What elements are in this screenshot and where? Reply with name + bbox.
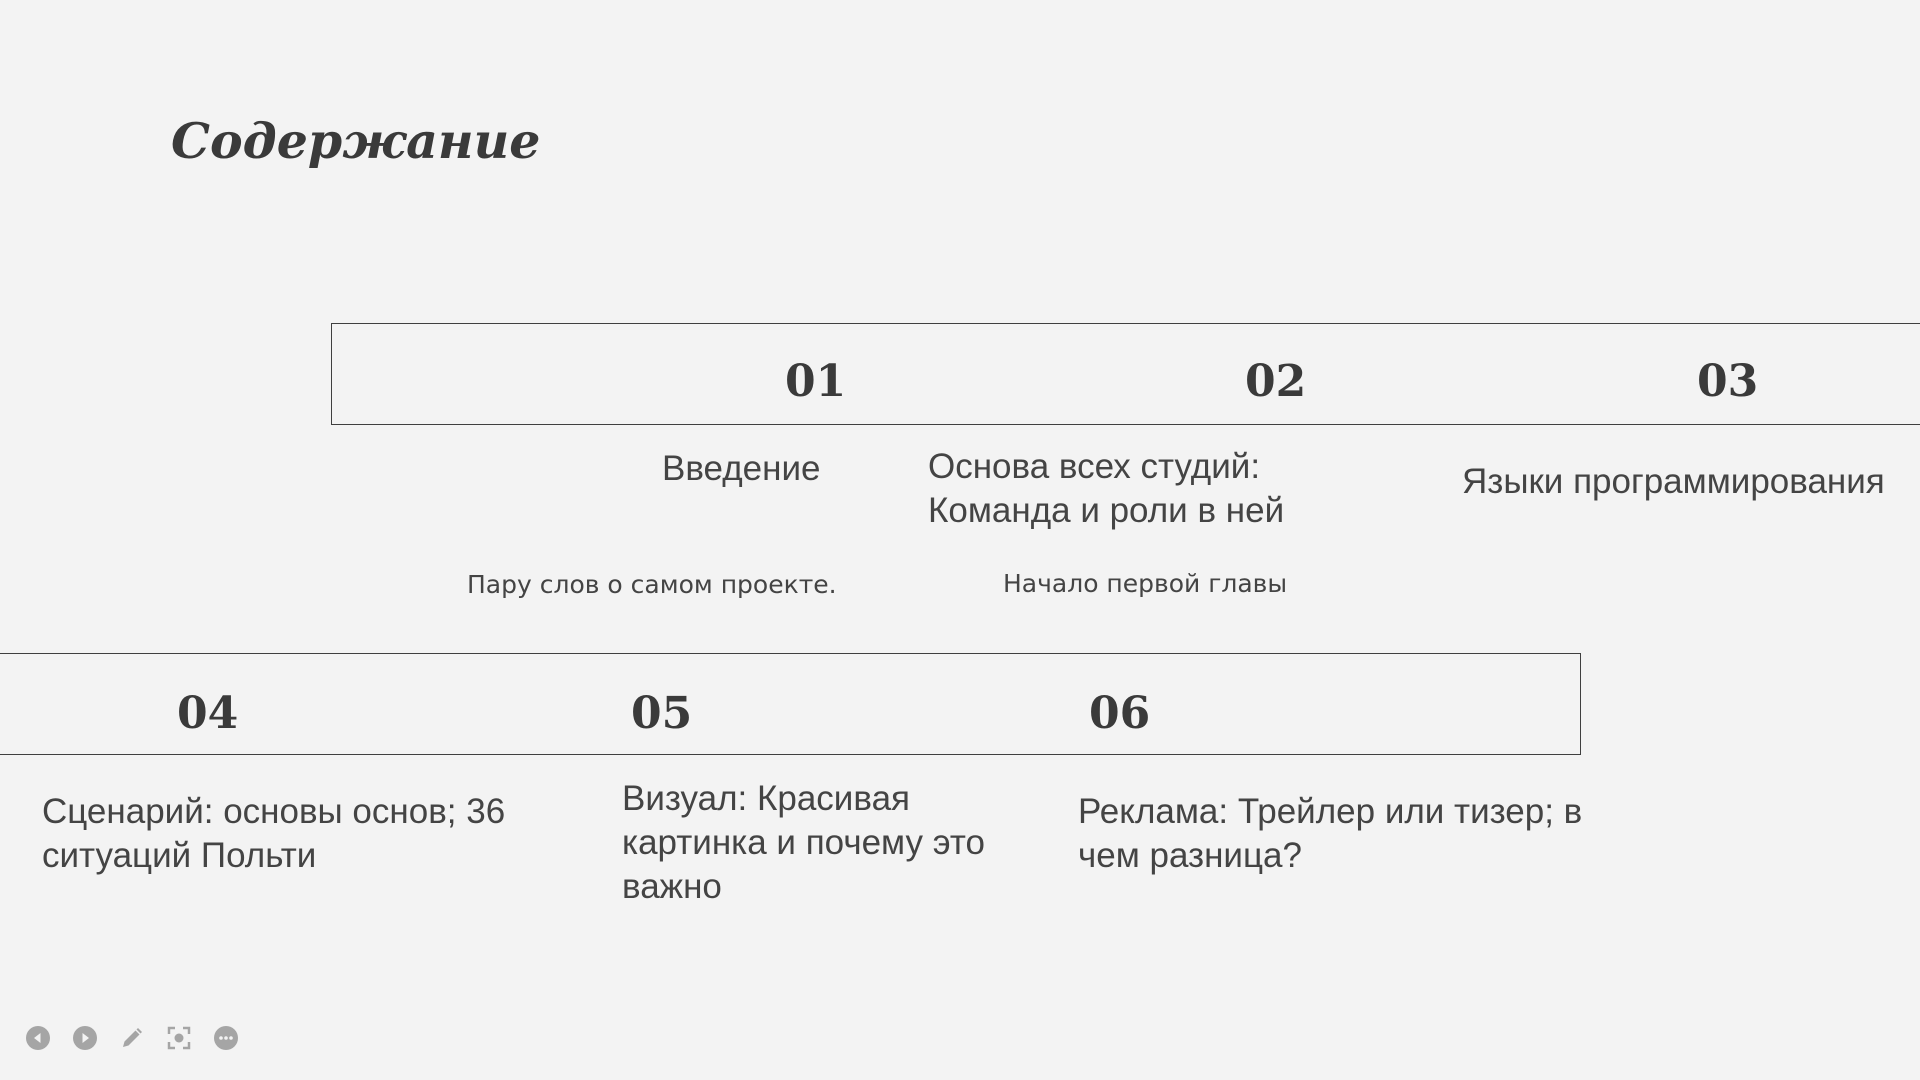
item-04-number: 04 xyxy=(177,688,239,739)
item-06-number: 06 xyxy=(1089,688,1151,739)
item-05-number: 05 xyxy=(631,688,693,739)
item-03-heading: Языки программирования xyxy=(1462,462,1885,501)
next-icon[interactable] xyxy=(73,1026,97,1050)
contents-band-top xyxy=(331,323,1920,425)
focus-icon[interactable] xyxy=(167,1026,191,1050)
more-icon[interactable] xyxy=(214,1026,238,1050)
item-03-number: 03 xyxy=(1697,356,1759,407)
previous-icon[interactable] xyxy=(26,1026,50,1050)
item-02-heading: Основа всех студий: Команда и роли в ней xyxy=(928,447,1285,530)
item-01-heading: Введение xyxy=(662,449,821,488)
item-05-heading: Визуал: Красивая картинка и почему это важно xyxy=(622,779,985,906)
slide-title: Содержание xyxy=(171,112,541,170)
item-04-heading: Сценарий: основы основ; 36 ситуаций Польти xyxy=(42,792,506,875)
pen-icon[interactable] xyxy=(120,1026,144,1050)
item-06-heading: Реклама: Трейлер или тизер; в чем разница? xyxy=(1078,792,1583,875)
item-02-subtitle: Начало первой главы xyxy=(1003,569,1288,598)
item-01-number: 01 xyxy=(785,356,847,407)
item-01-subtitle: Пару слов о самом проекте. xyxy=(467,570,837,599)
item-02-number: 02 xyxy=(1245,356,1307,407)
presentation-toolbar xyxy=(26,1026,238,1050)
